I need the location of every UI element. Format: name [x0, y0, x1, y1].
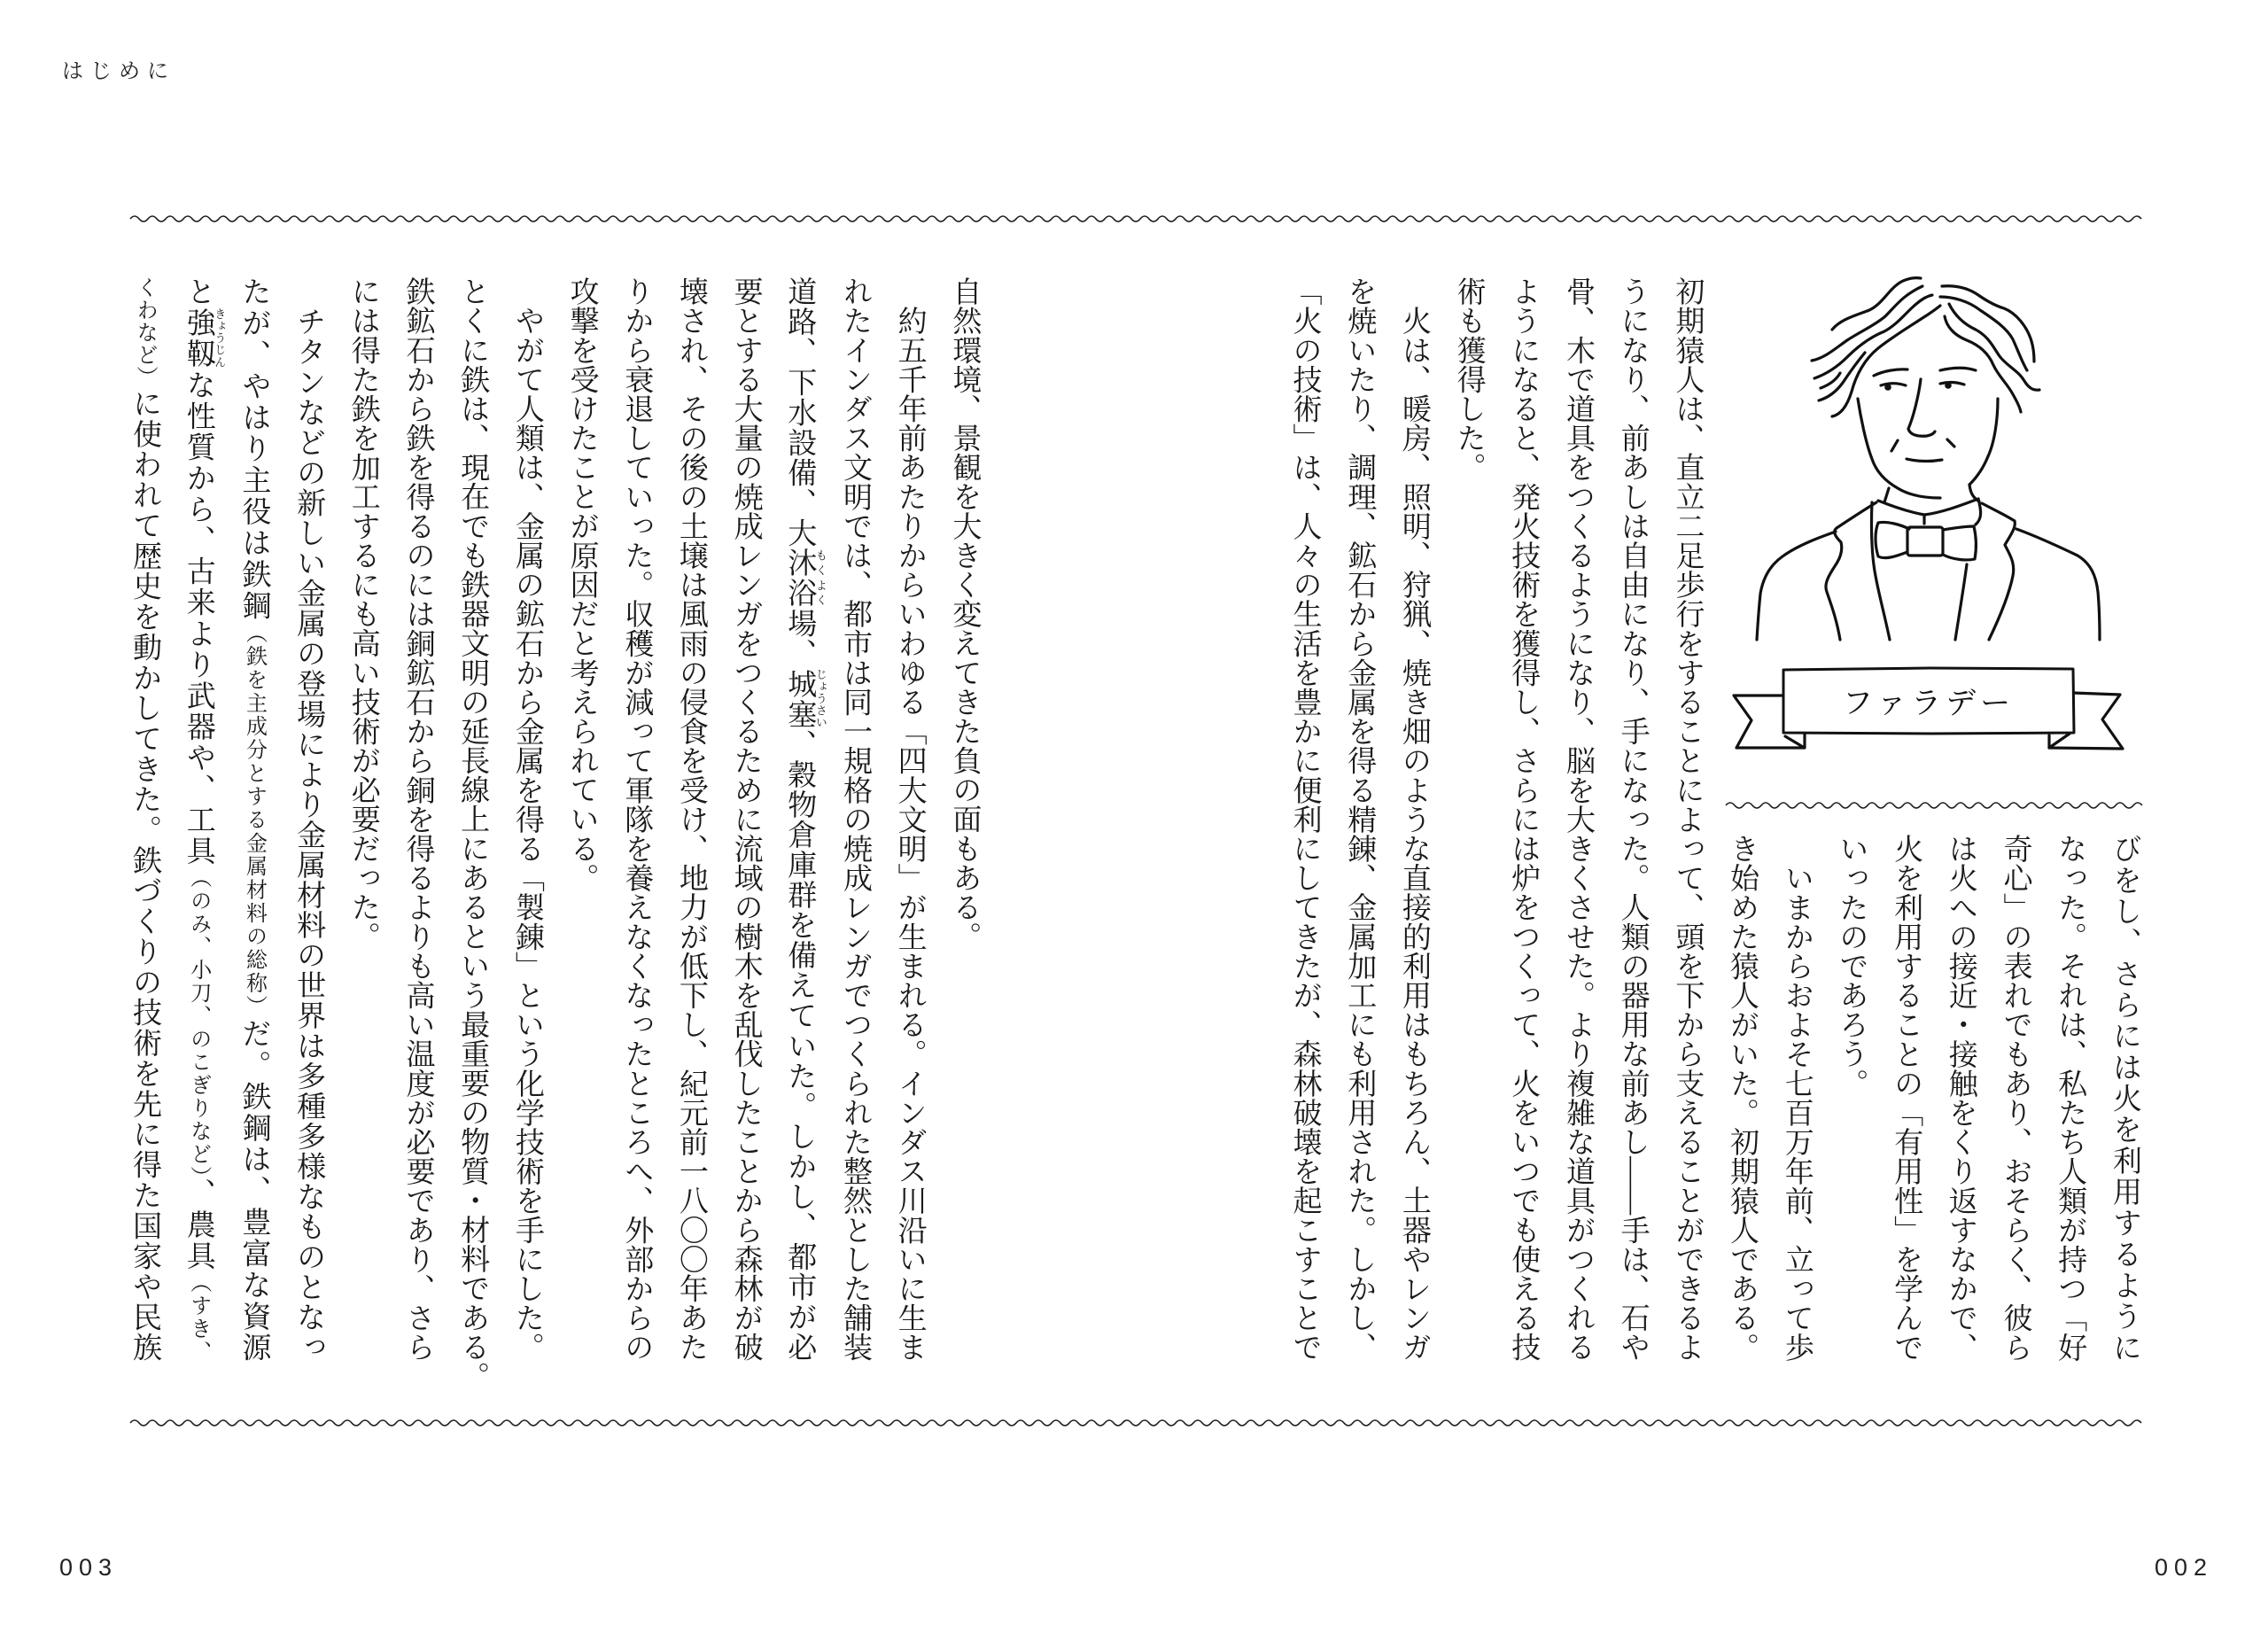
- text-column: [116, 276, 171, 1362]
- name-ribbon: [1734, 668, 2123, 749]
- text-column: は火への接近・接触をくり返すなかで、: [1944, 833, 1977, 1362]
- text-column: うになり、前あしは自由になり、手になった。人類の器用な前あし——手は、石や: [1616, 276, 1649, 1362]
- parenthetical-note: （のみ、小刀、のこぎりなど）: [186, 867, 210, 1178]
- parenthetical-note: （すき、: [186, 1271, 210, 1362]
- wavy-divider-bottom: [130, 1418, 2139, 1428]
- text-column: 火を利用することの「有用性」を学んで: [1890, 833, 1922, 1362]
- left-page-text: [116, 276, 990, 1391]
- text-segment: たが、やはり主役は鉄鋼: [237, 276, 270, 622]
- text-segment: だ。鉄鋼は、豊富な資源: [237, 1018, 270, 1362]
- text-column: とくに鉄は、現在でも鉄器文明の延長線上にあるという最重要の物質・材料である。: [456, 276, 489, 1391]
- text-column: なった。それは、私たち人類が持つ「好: [2054, 833, 2086, 1362]
- face-strokes: [1858, 368, 1998, 498]
- ruby-reading: もくよく: [813, 548, 827, 608]
- text-column: 攻撃を受けたことが原因だと考えられている。: [565, 276, 598, 892]
- text-column: 壊され、その後の土壌は風雨の侵食を受け、地力が低下し、紀元前一八〇〇年あた: [674, 276, 707, 1362]
- ribbon-caption: ファラデー: [1842, 686, 2016, 721]
- text-segment: と: [182, 276, 214, 308]
- parenthetical-note: （鉄を主成分とする金属材料の総称）: [242, 621, 266, 1019]
- section-title: はじめに: [62, 58, 175, 83]
- text-column: りから衰退していった。収穫が減って軍隊を養えなくなったところへ、外部からの: [620, 276, 653, 1362]
- text-segment: に使われて歴史を動かしてきた。鉄づくりの技術を先に得た国家や民族: [128, 388, 161, 1362]
- ruby-word: [783, 668, 827, 729]
- wavy-divider-top: [130, 214, 2139, 224]
- text-segment: 、農具: [182, 1178, 214, 1271]
- text-column: いまからおよそ七百万年前、立って歩: [1780, 833, 1813, 1362]
- text-column: やがて人類は、金属の鉱石から金属を得る「製錬」という化学技術を手にした。: [510, 276, 543, 1362]
- text-column: いったのであろう。: [1835, 833, 1868, 1098]
- ruby-word: [783, 548, 827, 609]
- text-segment: な性質から、古来より武器や、工具: [182, 369, 214, 867]
- hair-strokes: [1812, 278, 2039, 416]
- text-column: 骨、木で道具をつくるようになり、脳を大きくさせた。より複雑な道具がつくれる: [1562, 276, 1594, 1362]
- ruby-reading: じょうさい: [813, 668, 827, 728]
- text-column: き始めた猿人がいた。初期猿人である。: [1726, 833, 1759, 1362]
- text-column: [226, 276, 281, 1362]
- text-column: チタンなどの新しい金属の登場により金属材料の世界は多種多様なものとなっ: [292, 276, 325, 1362]
- text-column: 要とする大量の焼成レンガをつくるために流域の樹木を乱伐したことから森林が破: [729, 276, 762, 1362]
- text-column: [171, 276, 226, 1362]
- text-segment: 、穀物倉庫群を備えていた。しかし、都市が必: [783, 728, 816, 1362]
- text-column: れたインダス文明では、都市は同一規格の焼成レンガでつくられた整然とした舗装: [839, 276, 871, 1362]
- ruby-base: 沐浴: [783, 548, 816, 609]
- text-column: びをし、さらには火を利用するように: [2108, 833, 2140, 1362]
- ruby-base: 強靱: [182, 307, 214, 370]
- text-column: 自然環境、景観を大きく変えてきた負の面もある。: [948, 276, 981, 952]
- text-column: 鉄鉱石から鉄を得るのには銅鉱石から銅を得るよりも高い温度が必要であり、さら: [401, 276, 434, 1362]
- text-column: 「火の技術」は、人々の生活を豊かに便利にしてきたが、森林破壊を起こすことで: [1288, 276, 1321, 1362]
- ruby-base: 城塞: [783, 668, 816, 729]
- text-column: [773, 276, 827, 1362]
- text-segment: 道路、下水設備、大: [783, 276, 816, 548]
- ruby-reading: きょうじん: [213, 307, 227, 369]
- parenthetical-note: くわなど）: [133, 276, 157, 389]
- text-column: を焼いたり、調理、鉱石から金属を得る精錬、金属加工にも利用された。しかし、: [1343, 276, 1376, 1362]
- text-column: 約五千年前あたりからいわゆる「四大文明」が生まれる。インダス川沿いに生ま: [893, 276, 926, 1362]
- text-column: ようになると、発火技術を獲得し、さらには炉をつくって、火をいつでも使える技: [1507, 276, 1540, 1362]
- text-column: 奇心」の表れでもあり、おそらく、彼ら: [1999, 833, 2031, 1362]
- text-column: 術も獲得した。: [1452, 276, 1485, 482]
- ruby-word: [182, 307, 227, 370]
- text-column: 初期猿人は、直立二足歩行をすることによって、頭を下から支えることができるよ: [1671, 276, 1704, 1362]
- page-number-left: 003: [59, 1554, 119, 1581]
- suit-strokes: [1757, 485, 2100, 640]
- page-number-right: 002: [2155, 1554, 2214, 1581]
- text-segment: 場、: [783, 608, 816, 669]
- text-column: 火は、暖房、照明、狩猟、焼き畑のような直接的利用はもちろん、土器やレンガ: [1397, 276, 1430, 1362]
- text-column: には得た鉄を加工するにも高い技術が必要だった。: [346, 276, 379, 952]
- faraday-portrait-illustration: [1719, 266, 2162, 762]
